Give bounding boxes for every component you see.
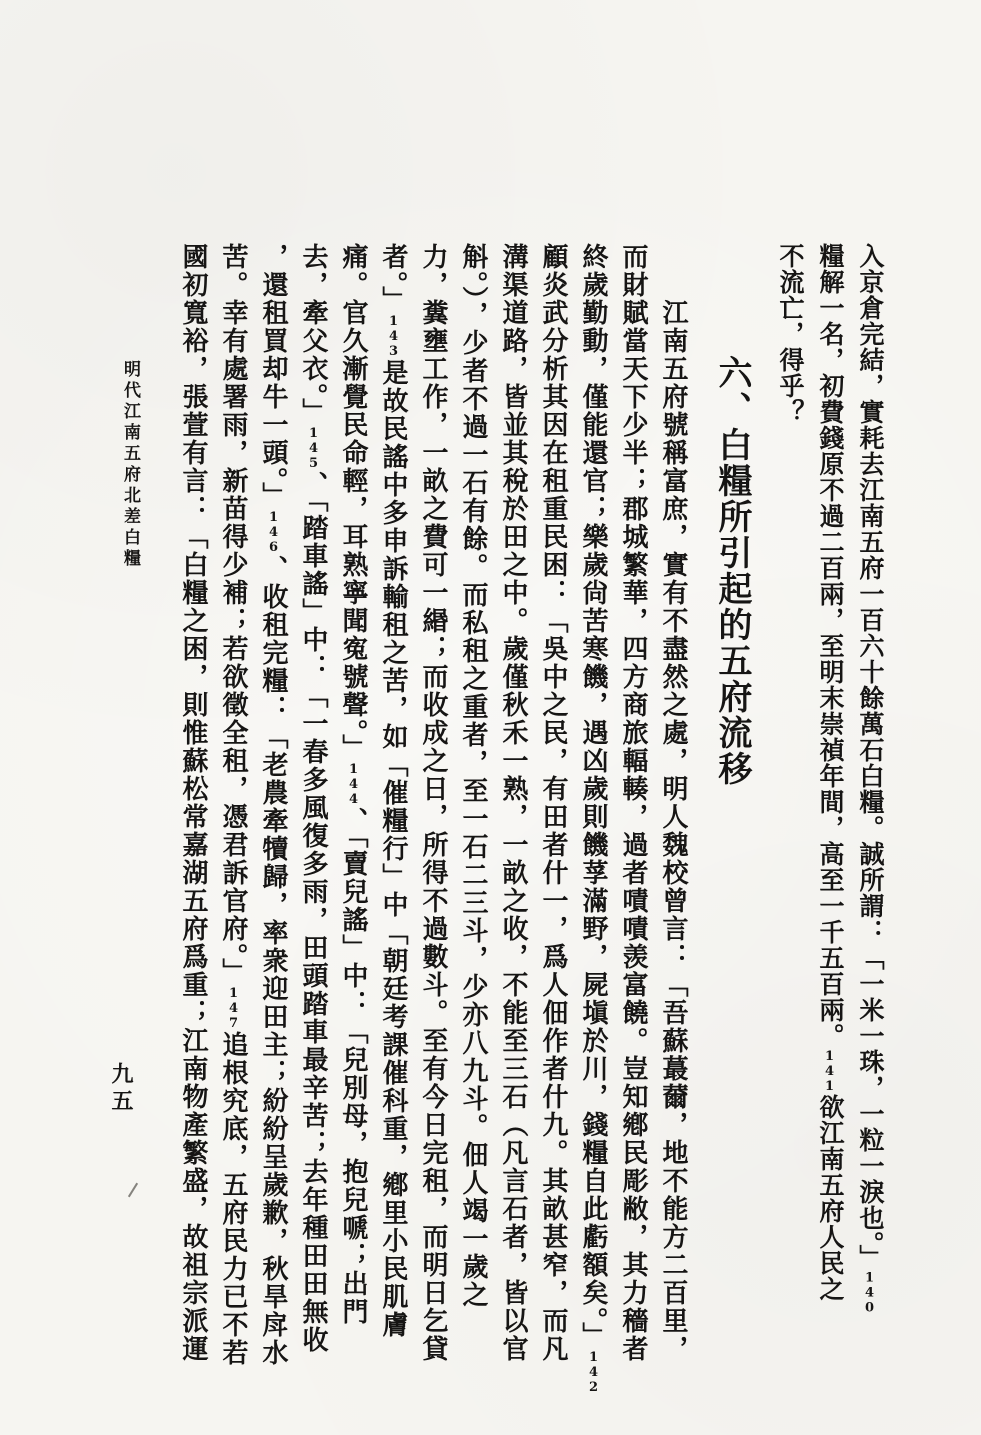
footnote-ref: 144 [346, 762, 361, 807]
footnote-ref: 141 [822, 1049, 837, 1094]
text-column [653, 243, 693, 1408]
column-text: 終歲勤動，僅能還官；樂歲尙苦寒饑，遇凶歲則饑莩滿野，屍塡於川，錢糧自此虧額矣。」 [579, 243, 608, 1350]
page-number: 九五 [109, 1062, 134, 1116]
column-text: 、「踏車謠」中：「一春多風復多雨，田頭踏車最辛苦；去年種田田無收 [299, 471, 328, 1354]
column-text: 、「賣兒謠」中：「兒別母，抱兒嗁；出門 [339, 807, 368, 1326]
text-column [849, 243, 889, 1408]
column-text: 痛。官久漸覺民命輕，耳熟寧聞寃號聲。」 [339, 243, 368, 762]
column-text: 斛。），少者不過一石有餘。而私租之重者，至一石二三斗，少亦八九斗。佃人竭一歲之 [459, 243, 488, 1309]
column-text: 苦。幸有處署雨，新苗得少補；若欲徵全租，憑君訴官府。」 [219, 243, 248, 986]
text-column [809, 243, 849, 1408]
text-column [293, 243, 333, 1408]
text-column [413, 243, 453, 1408]
footnote-ref: 140 [862, 1270, 877, 1316]
column-text: 不流亡，得乎？ [776, 243, 803, 425]
column-text: 追根究底，五府民力已不若 [219, 1031, 248, 1367]
column-text: 國初寬裕，張萱有言：「白糧之困，則惟蘇松常嘉湖五府爲重；江南物產繁盛，故祖宗派運 [179, 243, 208, 1363]
column-text: 、收租完糧：「老農牽犢歸，率衆迎田主；紛紛呈歲歉，秋旱戽水 [259, 555, 288, 1367]
column-text: ，還租買却牛一頭。」 [259, 243, 288, 510]
column-text: 力，糞壅工作，一畝之費可一緡；而收成之日，所得不過數斗。至有今日完租，而明日乞貸 [419, 243, 448, 1363]
text-column [573, 243, 613, 1408]
text-column [533, 243, 573, 1408]
column-text: 江南五府號稱富庶，實有不盡然之處，明人魏校曾言：「吾蘇蕞薾，地不能方二百里， [659, 299, 688, 1363]
column-text: 顧炎武分析其因在租重民困：「吳中之民，有田者什一，爲人佃作者什九。其畝甚窄，而凡 [539, 243, 568, 1363]
text-column [613, 243, 653, 1408]
footnote-ref: 145 [306, 426, 321, 471]
text-column [493, 243, 533, 1408]
running-book-title: 明代江南五府北差白糧 [121, 360, 140, 570]
text-column [373, 243, 413, 1408]
text-column [213, 243, 253, 1408]
vertical-text-block [173, 243, 889, 1408]
text-column [453, 243, 493, 1408]
footnote-ref: 147 [226, 986, 241, 1031]
column-text: 溝渠道路，皆並其稅於田之中。歲僅秋禾一熟，一畝之收，不能至三石（凡言石者，皆以官 [499, 243, 528, 1363]
scan-artifact-mark [128, 1183, 138, 1198]
column-text: 者。」 [379, 243, 408, 314]
text-column [333, 243, 373, 1408]
text-column [173, 243, 213, 1408]
footnote-ref: 143 [386, 314, 401, 359]
column-text: 而財賦當天下少半；郡城繁華，四方商旅輻輳，過者嘖嘖羡富饒。豈知鄕民彫敝，其力穡者 [619, 243, 648, 1363]
footnote-ref: 142 [586, 1350, 601, 1395]
text-column [769, 243, 809, 1408]
column-text: 欲江南五府人民之 [816, 1094, 843, 1302]
text-column [253, 243, 293, 1408]
column-text: 是故民謠中多申訴輸租之苦，如「催糧行」中「朝廷考課催科重，鄕里小民肌膚 [379, 359, 408, 1339]
column-text: 糧解一名，初費錢原不過二百兩，至明末崇禎年間，高至一千五百兩。 [816, 243, 843, 1049]
column-text: 入京倉完結，實耗去江南五府一百六十餘萬石白糧。誠所謂：「一米一珠，一粒一淚也。」 [856, 243, 883, 1271]
column-text: 去，牽父衣。」 [299, 243, 328, 426]
section-title: 六、白糧所引起的五府流移 [713, 355, 750, 787]
footnote-ref: 146 [266, 510, 281, 555]
